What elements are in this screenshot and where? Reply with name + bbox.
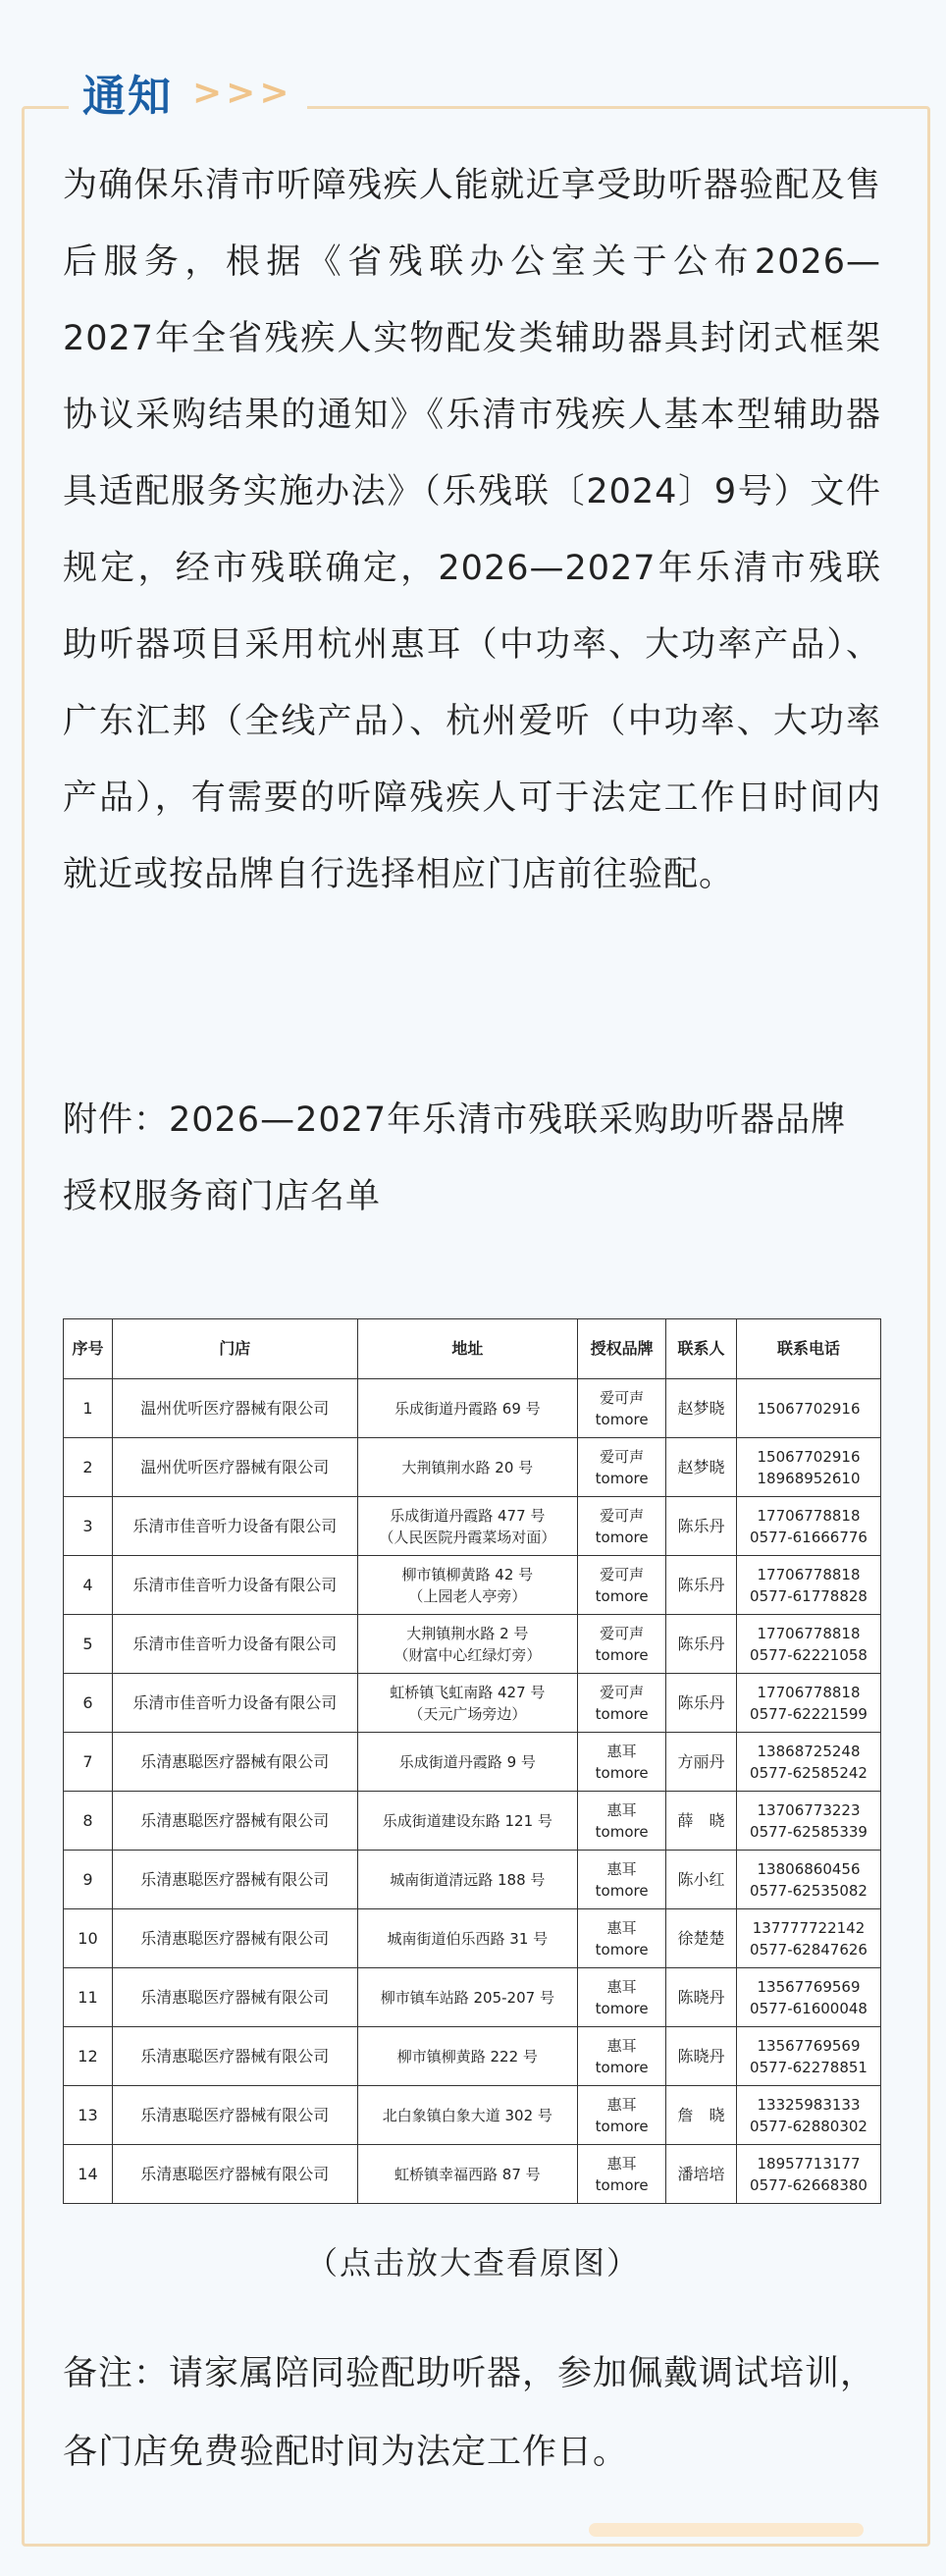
cell-phone: 13806860456 0577-62535082 (737, 1851, 881, 1909)
cell-brand: 爱可声 tomore (578, 1615, 666, 1674)
attachment-line: 附件：2026—2027年乐清市残联采购助听器品牌授权服务商门店名单 (63, 1100, 847, 1216)
cell-brand: 惠耳 tomore (578, 1909, 666, 1968)
table-row (64, 1792, 881, 1851)
cell-contact: 陈乐丹 (666, 1674, 737, 1733)
cell-contact: 陈乐丹 (666, 1615, 737, 1674)
cell-brand: 爱可声 tomore (578, 1497, 666, 1556)
cell-brand: 爱可声 tomore (578, 1556, 666, 1615)
cell-no: 2 (64, 1438, 113, 1497)
cell-store: 乐清市佳音听力设备有限公司 (112, 1674, 357, 1733)
cell-store: 乐清惠聪医疗器械有限公司 (112, 1851, 357, 1909)
cell-contact: 陈晓丹 (666, 2027, 737, 2086)
cell-brand: 爱可声 tomore (578, 1674, 666, 1733)
cell-phone: 17706778818 0577-62221599 (737, 1674, 881, 1733)
cell-address: 柳市镇车站路 205-207 号 (357, 1968, 578, 2027)
cell-address: 城南街道伯乐西路 31 号 (357, 1909, 578, 1968)
cell-phone: 13567769569 0577-61600048 (737, 1968, 881, 2027)
table-row (64, 1556, 881, 1615)
cell-no: 9 (64, 1851, 113, 1909)
notice-header (69, 61, 307, 124)
cell-store: 乐清惠聪医疗器械有限公司 (112, 1968, 357, 2027)
cell-contact: 潘培培 (666, 2145, 737, 2204)
cell-no: 8 (64, 1792, 113, 1851)
cell-address: 大荆镇荆水路 2 号 （财富中心红绿灯旁） (357, 1615, 578, 1674)
cell-brand: 惠耳 tomore (578, 1733, 666, 1792)
store-table[interactable] (63, 1318, 881, 2204)
cell-phone: 13567769569 0577-62278851 (737, 2027, 881, 2086)
note-text: 备注：请家属陪同验配助听器，参加佩戴调试培训，各门店免费验配时间为法定工作日。 (63, 2354, 876, 2472)
cell-no: 3 (64, 1497, 113, 1556)
cell-store: 乐清市佳音听力设备有限公司 (112, 1615, 357, 1674)
table-row (64, 1497, 881, 1556)
cell-contact: 陈小红 (666, 1851, 737, 1909)
cell-no: 4 (64, 1556, 113, 1615)
cell-address: 乐成街道丹霞路 9 号 (357, 1733, 578, 1792)
cell-contact: 陈晓丹 (666, 1968, 737, 2027)
table-row (64, 1674, 881, 1733)
cell-phone: 13325983133 0577-62880302 (737, 2086, 881, 2145)
cell-contact: 徐楚楚 (666, 1909, 737, 1968)
cell-address: 柳市镇柳黄路 222 号 (357, 2027, 578, 2086)
cell-contact: 薛 晓 (666, 1792, 737, 1851)
cell-store: 乐清市佳音听力设备有限公司 (112, 1556, 357, 1615)
header-phone: 联系电话 (737, 1319, 881, 1379)
cell-phone: 17706778818 0577-61778828 (737, 1556, 881, 1615)
cell-address: 柳市镇柳黄路 42 号 （上园老人亭旁） (357, 1556, 578, 1615)
table-row (64, 1379, 881, 1438)
cell-store: 乐清惠聪医疗器械有限公司 (112, 1733, 357, 1792)
cell-contact: 赵梦晓 (666, 1438, 737, 1497)
cell-brand: 惠耳 tomore (578, 2027, 666, 2086)
header-contact: 联系人 (666, 1319, 737, 1379)
cell-address: 虹桥镇飞虹南路 427 号 （天元广场旁边） (357, 1674, 578, 1733)
table-row (64, 2145, 881, 2204)
cell-address: 城南街道清远路 188 号 (357, 1851, 578, 1909)
cell-brand: 惠耳 tomore (578, 2086, 666, 2145)
table-row (64, 2086, 881, 2145)
cell-contact: 詹 晓 (666, 2086, 737, 2145)
cell-phone: 17706778818 0577-61666776 (737, 1497, 881, 1556)
cell-store: 乐清惠聪医疗器械有限公司 (112, 1909, 357, 1968)
cell-address: 乐成街道丹霞路 69 号 (357, 1379, 578, 1438)
cell-brand: 惠耳 tomore (578, 2145, 666, 2204)
cell-no: 11 (64, 1968, 113, 2027)
cell-phone: 18957713177 0577-62668380 (737, 2145, 881, 2204)
cell-address: 乐成街道丹霞路 477 号 （人民医院丹霞菜场对面） (357, 1497, 578, 1556)
cell-contact: 方丽丹 (666, 1733, 737, 1792)
cell-address: 大荆镇荆水路 20 号 (357, 1438, 578, 1497)
header-store: 门店 (112, 1319, 357, 1379)
cell-store: 温州优听医疗器械有限公司 (112, 1379, 357, 1438)
cell-store: 乐清惠聪医疗器械有限公司 (112, 2086, 357, 2145)
cell-no: 6 (64, 1674, 113, 1733)
cell-no: 5 (64, 1615, 113, 1674)
cell-brand: 惠耳 tomore (578, 1792, 666, 1851)
cell-phone: 13706773223 0577-62585339 (737, 1792, 881, 1851)
cell-no: 14 (64, 2145, 113, 2204)
cell-phone: 13868725248 0577-62585242 (737, 1733, 881, 1792)
table-row (64, 1438, 881, 1497)
table-row (64, 1968, 881, 2027)
cell-store: 乐清惠聪医疗器械有限公司 (112, 2145, 357, 2204)
table-row (64, 1733, 881, 1792)
header-brand: 授权品牌 (578, 1319, 666, 1379)
cell-no: 7 (64, 1733, 113, 1792)
cell-contact: 赵梦晓 (666, 1379, 737, 1438)
table-row (64, 1909, 881, 1968)
header-address: 地址 (357, 1319, 578, 1379)
table-row (64, 1851, 881, 1909)
cell-brand: 爱可声 tomore (578, 1438, 666, 1497)
zoom-hint-link[interactable]: （点击放大查看原图） (305, 2244, 640, 2281)
cell-brand: 惠耳 tomore (578, 1851, 666, 1909)
cell-store: 乐清惠聪医疗器械有限公司 (112, 2027, 357, 2086)
notice-title: 通知 (82, 72, 173, 122)
cell-phone: 15067702916 (737, 1379, 881, 1438)
cell-phone: 15067702916 18968952610 (737, 1438, 881, 1497)
cell-address: 乐成街道建设东路 121 号 (357, 1792, 578, 1851)
cell-contact: 陈乐丹 (666, 1556, 737, 1615)
header-no: 序号 (64, 1319, 113, 1379)
cell-no: 10 (64, 1909, 113, 1968)
table-row (64, 1615, 881, 1674)
arrows-decoration: >>> (192, 72, 293, 113)
cell-address: 北白象镇白象大道 302 号 (357, 2086, 578, 2145)
cell-store: 乐清市佳音听力设备有限公司 (112, 1497, 357, 1556)
decorative-glow (589, 2523, 864, 2537)
cell-brand: 惠耳 tomore (578, 1968, 666, 2027)
notice-body: 为确保乐清市听障残疾人能就近享受助听器验配及售后服务，根据《省残联办公室关于公布2026—2027年全省残疾人实物配发类辅助器具封闭式框架协议采购结果的通知》《乐清市残疾人基本型辅助器具适配服务实施办法》（乐残联〔2024〕9号）文件规定，经市残联确定，2026—2027年乐清市残联助听器项目采用杭州惠耳（中功率、大功率产品）、广东汇邦（全线产品）、杭州爱听（中功率、大功率产品），有需要的听障残疾人可于法定工作日时间内就近或按品牌自行选择相应门店前往验配。 (63, 166, 881, 894)
cell-phone: 17706778818 0577-62221058 (737, 1615, 881, 1674)
cell-store: 乐清惠聪医疗器械有限公司 (112, 1792, 357, 1851)
cell-contact: 陈乐丹 (666, 1497, 737, 1556)
cell-store: 温州优听医疗器械有限公司 (112, 1438, 357, 1497)
cell-phone: 137777722142 0577-62847626 (737, 1909, 881, 1968)
cell-address: 虹桥镇幸福西路 87 号 (357, 2145, 578, 2204)
table-header-row (64, 1319, 881, 1379)
cell-brand: 爱可声 tomore (578, 1379, 666, 1438)
cell-no: 12 (64, 2027, 113, 2086)
table-row (64, 2027, 881, 2086)
cell-no: 1 (64, 1379, 113, 1438)
cell-no: 13 (64, 2086, 113, 2145)
